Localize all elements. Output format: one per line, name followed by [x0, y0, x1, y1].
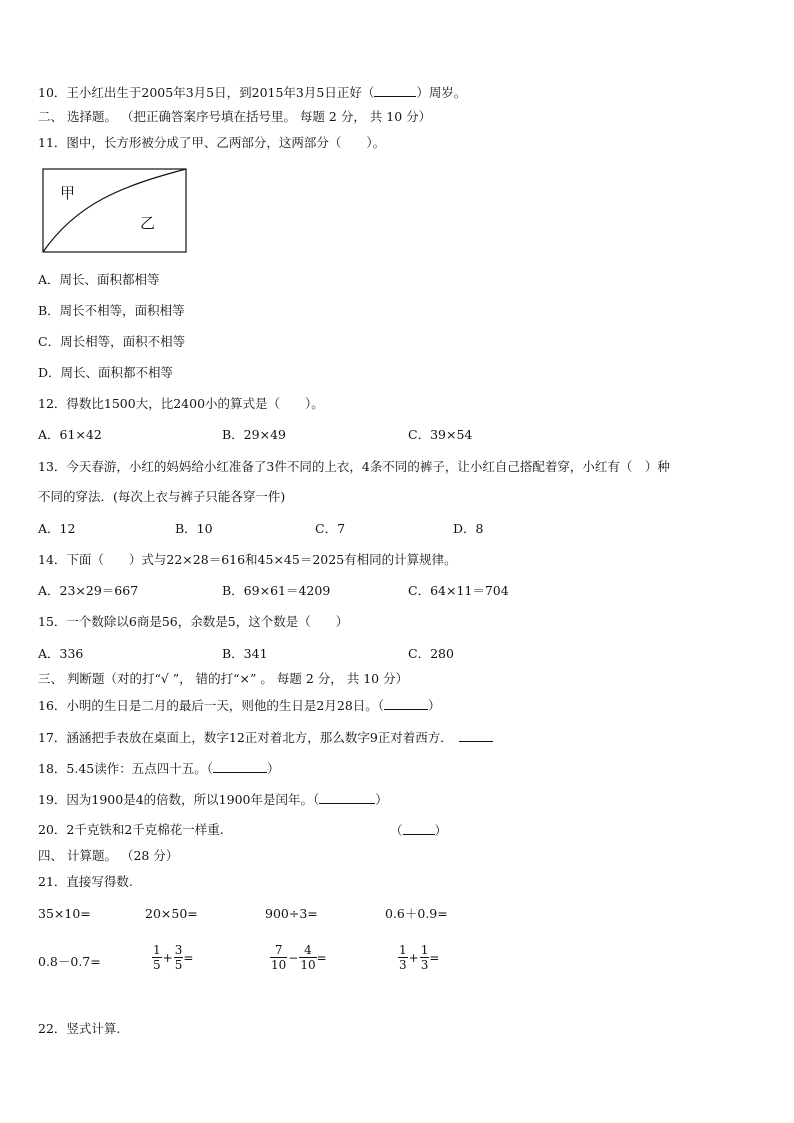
answer-blank[interactable] [384, 697, 428, 710]
question-19-text: 19．因为1900是4的倍数，所以1900年是闰年。（ [38, 792, 320, 807]
fraction-expression-3: $\frac{1}{3}$ + $\frac{1}{3}$ = [399, 943, 440, 972]
expression: 0.8－0.7= [38, 954, 101, 969]
question-20-text: 20．2千克铁和2千克棉花一样重. [38, 822, 224, 837]
paren-close: ） [434, 823, 448, 838]
answer-blank[interactable] [374, 84, 416, 97]
question-21-text: 21．直接写得数. [38, 874, 133, 889]
fraction-expression-1: $\frac{1}{5}$ + $\frac{3}{5}$ = [153, 943, 194, 972]
option-c[interactable]: C．64×11＝704 [408, 583, 509, 598]
question-15-text: 15．一个数除以6商是56，余数是5，这个数是（ ） [38, 614, 349, 629]
fraction: $\frac{3}{5}$ [174, 943, 183, 972]
question-18-text: 18．5.45读作：五点四十五。（ [38, 761, 213, 776]
fraction-expression-2: $\frac{7}{10}$ − $\frac{4}{10}$ = [271, 943, 327, 972]
expression: 35×10= [38, 906, 91, 921]
option-b[interactable]: B．341 [222, 646, 268, 661]
option-b[interactable]: B．10 [175, 521, 213, 536]
section-2-title: 二、 选择题。 （把正确答案序号填在括号里。 每题 2 分， 共 10 分） [38, 109, 432, 124]
question-14-text: 14．下面（ ）式与22×28＝616和45×45＝2025有相同的计算规律。 [38, 552, 457, 567]
rectangle-figure [42, 168, 188, 254]
answer-blank[interactable] [213, 760, 267, 773]
option-b[interactable]: B．29×49 [222, 427, 286, 442]
answer-blank[interactable] [459, 729, 493, 742]
fraction: $\frac{7}{10}$ [271, 943, 287, 972]
question-22-text: 22．竖式计算. [38, 1021, 121, 1036]
question-19 [38, 791, 388, 808]
question-10-text: 10．王小红出生于2005年3月5日，到2015年3月5日正好（ [38, 85, 375, 100]
fraction: $\frac{1}{3}$ [420, 943, 429, 972]
question-10-tail: ）周岁。 [416, 85, 467, 100]
label-yi: 乙 [140, 214, 156, 232]
question-18 [38, 760, 280, 777]
question-13-line1: 13．今天春游，小红的妈妈给小红准备了3件不同的上衣，4条不同的裤子，让小红自己搭配着穿，小红有（ ）种 [38, 459, 670, 474]
question-16-text: 16．小明的生日是二月的最后一天，则他的生日是2月28日。（ [38, 698, 385, 713]
option-c[interactable]: C．39×54 [408, 427, 473, 442]
fraction: $\frac{4}{10}$ [300, 943, 316, 972]
question-12-text: 12．得数比1500大，比2400小的算式是（ ）。 [38, 396, 324, 411]
label-jia: 甲 [60, 184, 76, 202]
expression: 900÷3= [265, 906, 318, 921]
question-17 [38, 729, 493, 746]
option-c[interactable]: C．280 [408, 646, 454, 661]
expression: 0.6＋0.9= [385, 906, 448, 921]
option-a[interactable]: A．336 [38, 646, 84, 661]
option-c[interactable]: C．周长相等，面积不相等 [38, 334, 186, 349]
question-16-tail: ） [428, 698, 441, 713]
question-17-text: 17．涵涵把手表放在桌面上，数字12正对着北方，那么数字9正对着西方． [38, 730, 453, 745]
fraction: $\frac{1}{3}$ [399, 943, 407, 972]
option-c[interactable]: C．7 [315, 521, 346, 536]
option-a[interactable]: A．23×29＝667 [38, 583, 139, 598]
paren-open: （ [390, 823, 403, 838]
question-18-tail: ） [267, 761, 280, 776]
fraction: $\frac{1}{5}$ [153, 943, 161, 972]
question-20-answer [390, 822, 447, 839]
section-4-title: 四、 计算题。 （28 分） [38, 848, 179, 863]
option-a[interactable]: A．周长、面积都相等 [38, 272, 160, 287]
section-3-title: 三、 判断题（对的打“√ ”， 错的打“×” 。 每题 2 分， 共 10 分） [38, 671, 409, 686]
question-16 [38, 697, 441, 714]
option-b[interactable]: B．周长不相等，面积相等 [38, 303, 185, 318]
option-d[interactable]: D．8 [453, 521, 484, 536]
question-11-text: 11．图中，长方形被分成了甲、乙两部分，这两部分（ ）。 [38, 135, 386, 150]
answer-blank[interactable] [403, 822, 435, 835]
expression: 20×50= [145, 906, 198, 921]
question-13-line2: 不同的穿法．(每次上衣与裤子只能各穿一件) [38, 489, 286, 504]
option-d[interactable]: D．周长、面积都不相等 [38, 365, 174, 380]
option-b[interactable]: B．69×61＝4209 [222, 583, 331, 598]
option-a[interactable]: A．61×42 [38, 427, 102, 442]
question-10 [38, 84, 466, 101]
question-19-tail: ） [375, 792, 388, 807]
answer-blank[interactable] [319, 791, 375, 804]
option-a[interactable]: A．12 [38, 521, 76, 536]
